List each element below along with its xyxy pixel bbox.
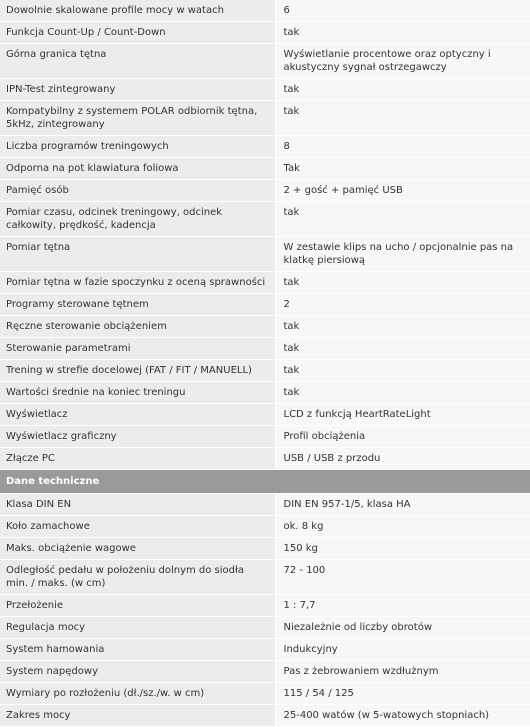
spec-row <box>0 639 530 661</box>
spec-row <box>0 382 530 404</box>
spec-label: Dowolnie skalowane profile mocy w watach <box>0 0 275 22</box>
spec-label: Wymiary po rozłożeniu (dł./sz./w. w cm) <box>0 683 275 705</box>
spec-label: Pomiar czasu, odcinek treningowy, odcinek całkowity, prędkość, kadencja <box>0 202 275 237</box>
spec-value: tak <box>275 338 530 360</box>
spec-row <box>0 705 530 727</box>
spec-value: tak <box>275 22 530 44</box>
spec-row <box>0 426 530 448</box>
spec-value: tak <box>275 272 530 294</box>
spec-label: Zakres mocy <box>0 705 275 727</box>
spec-row <box>0 180 530 202</box>
spec-label: Ręczne sterowanie obciążeniem <box>0 316 275 338</box>
spec-label: Wyświetlacz graficzny <box>0 426 275 448</box>
spec-label: Pomiar tętna w fazie spoczynku z oceną sprawności <box>0 272 275 294</box>
spec-value: DIN EN 957-1/5, klasa HA <box>275 494 530 516</box>
spec-label: Maks. obciążenie wagowe <box>0 538 275 560</box>
spec-value: Profil obciążenia <box>275 426 530 448</box>
spec-label: Klasa DIN EN <box>0 494 275 516</box>
spec-row <box>0 136 530 158</box>
spec-row <box>0 79 530 101</box>
spec-label: IPN-Test zintegrowany <box>0 79 275 101</box>
spec-label: Pamięć osób <box>0 180 275 202</box>
section-title: Dane techniczne <box>0 470 530 494</box>
spec-label: Wartości średnie na koniec treningu <box>0 382 275 404</box>
spec-row <box>0 202 530 237</box>
spec-value: 8 <box>275 136 530 158</box>
spec-value: 2 <box>275 294 530 316</box>
spec-label: Górna granica tętna <box>0 44 275 79</box>
spec-row <box>0 683 530 705</box>
spec-row <box>0 0 530 22</box>
spec-label: Sterowanie parametrami <box>0 338 275 360</box>
spec-value: Indukcyjny <box>275 639 530 661</box>
spec-value: LCD z funkcją HeartRateLight <box>275 404 530 426</box>
spec-row <box>0 158 530 180</box>
spec-label: System hamowania <box>0 639 275 661</box>
spec-value: tak <box>275 101 530 136</box>
spec-label: Pomiar tętna <box>0 237 275 272</box>
spec-value: Wyświetlanie procentowe oraz optyczny i akustyczny sygnał ostrzegawczy <box>275 44 530 79</box>
spec-label: Programy sterowane tętnem <box>0 294 275 316</box>
spec-value: ok. 8 kg <box>275 516 530 538</box>
spec-value: Tak <box>275 158 530 180</box>
spec-row <box>0 294 530 316</box>
spec-value: Niezależnie od liczby obrotów <box>275 617 530 639</box>
spec-row <box>0 22 530 44</box>
spec-label: Złącze PC <box>0 448 275 470</box>
spec-row <box>0 595 530 617</box>
spec-row <box>0 494 530 516</box>
spec-row <box>0 617 530 639</box>
spec-label: Wyświetlacz <box>0 404 275 426</box>
spec-row <box>0 538 530 560</box>
spec-label: Przełożenie <box>0 595 275 617</box>
spec-value: 6 <box>275 0 530 22</box>
tech-section <box>0 494 530 727</box>
spec-value: USB / USB z przodu <box>275 448 530 470</box>
spec-label: Odporna na pot klawiatura foliowa <box>0 158 275 180</box>
spec-label: Regulacja mocy <box>0 617 275 639</box>
spec-value: tak <box>275 360 530 382</box>
spec-row <box>0 516 530 538</box>
spec-label: Odległość pedału w położeniu dolnym do siodła min. / maks. (w cm) <box>0 560 275 595</box>
spec-label: Trening w strefie docelowej (FAT / FIT / MANUELL) <box>0 360 275 382</box>
spec-value: 72 - 100 <box>275 560 530 595</box>
spec-row <box>0 272 530 294</box>
tech-section-header-group <box>0 470 530 494</box>
spec-label: System napędowy <box>0 661 275 683</box>
spec-row <box>0 316 530 338</box>
spec-row <box>0 360 530 382</box>
spec-row <box>0 101 530 136</box>
spec-value: tak <box>275 316 530 338</box>
spec-label: Koło zamachowe <box>0 516 275 538</box>
spec-value: Pas z żebrowaniem wzdłużnym <box>275 661 530 683</box>
spec-row <box>0 237 530 272</box>
spec-row <box>0 338 530 360</box>
spec-row <box>0 404 530 426</box>
spec-value: 1 : 7,7 <box>275 595 530 617</box>
spec-row <box>0 448 530 470</box>
spec-row <box>0 560 530 595</box>
spec-label: Liczba programów treningowych <box>0 136 275 158</box>
spec-row <box>0 661 530 683</box>
spec-value: tak <box>275 382 530 404</box>
spec-label: Kompatybilny z systemem POLAR odbiornik tętna, 5kHz, zintegrowany <box>0 101 275 136</box>
spec-row <box>0 44 530 79</box>
spec-value: tak <box>275 202 530 237</box>
spec-value: W zestawie klips na ucho / opcjonalnie pas na klatkę piersiową <box>275 237 530 272</box>
spec-value: 2 + gość + pamięć USB <box>275 180 530 202</box>
spec-value: 115 / 54 / 125 <box>275 683 530 705</box>
spec-value: 25-400 watów (w 5-watowych stopniach) <box>275 705 530 727</box>
spec-label: Funkcja Count-Up / Count-Down <box>0 22 275 44</box>
spec-value: tak <box>275 79 530 101</box>
section-header-row <box>0 470 530 494</box>
spec-value: 150 kg <box>275 538 530 560</box>
